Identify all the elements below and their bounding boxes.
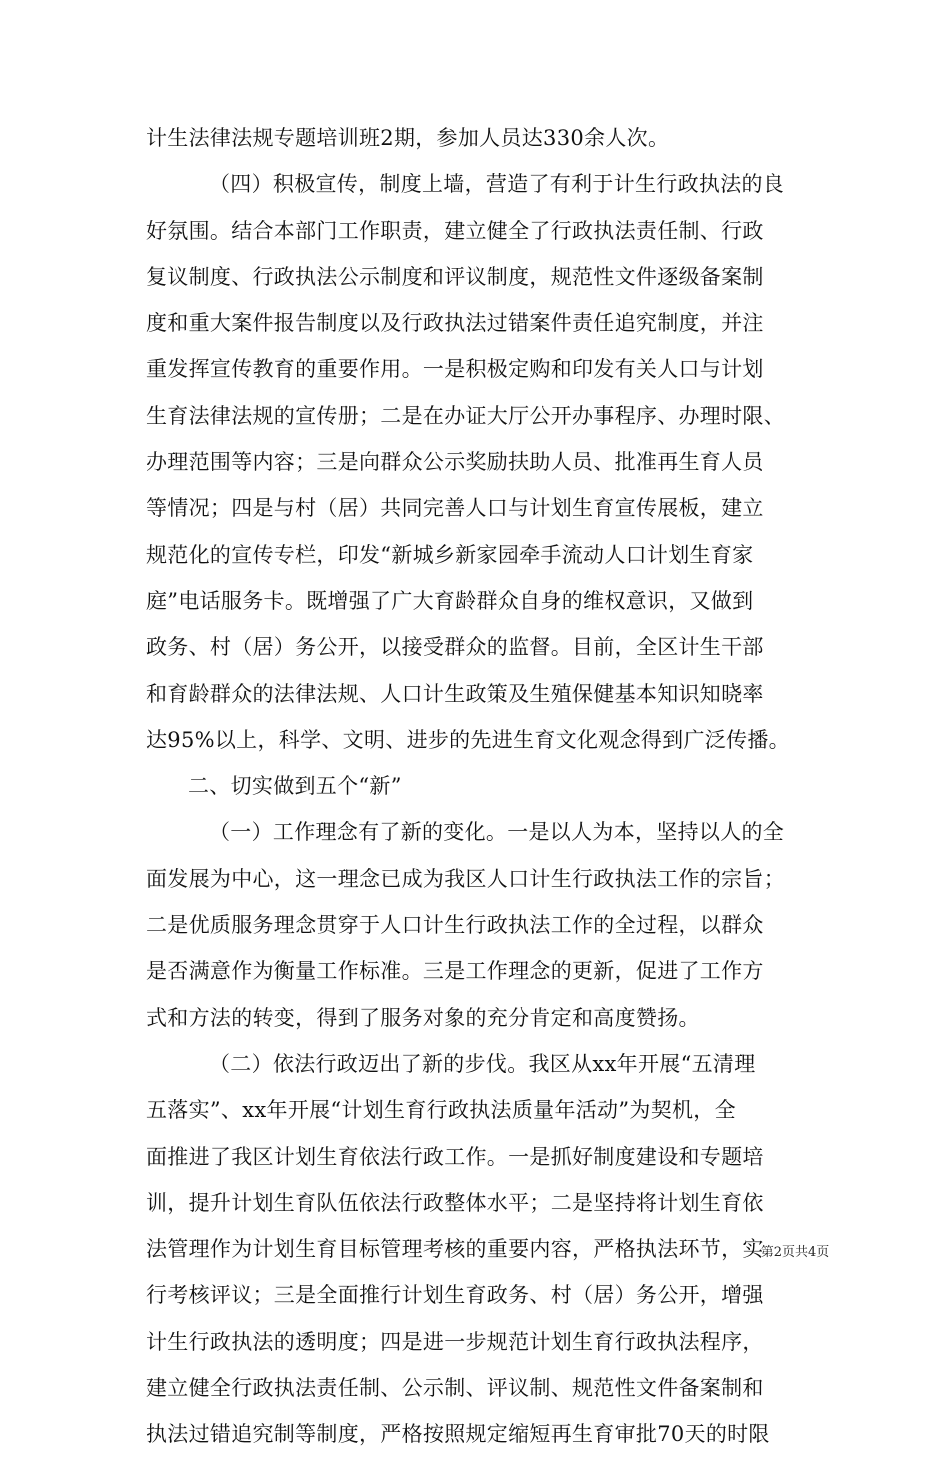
text-line: 计生行政执法的透明度；四是进一步规范计划生育行政执法程序， <box>146 1329 764 1354</box>
section-heading: 二、切实做到五个“新” <box>188 774 402 799</box>
paragraph-heading: （一）工作理念有了新的变化。一是以人为本，坚持以人的全 <box>209 820 785 845</box>
page-number: 第2页共4页 <box>760 1245 830 1260</box>
paragraph-heading: （二）依法行政迈出了新的步伐。我区从xx年开展“五清理 <box>209 1051 756 1076</box>
text-line: 执法过错追究制等制度，严格按照规定缩短再生育审批70天的时限 <box>146 1422 770 1447</box>
text-line: 政务、村（居）务公开，以接受群众的监督。目前，全区计生干部 <box>146 635 764 660</box>
text-line: 达95%以上，科学、文明、进步的先进生育文化观念得到广泛传播。 <box>146 727 790 752</box>
text-line: 训，提升计划生育队伍依法行政整体水平；二是坚持将计划生育依 <box>146 1190 764 1215</box>
text-line: 行考核评议；三是全面推行计划生育政务、村（居）务公开，增强 <box>146 1283 764 1308</box>
text-line: 计生法律法规专题培训班2期，参加人员达330余人次。 <box>146 126 670 150</box>
text-line: 生育法律法规的宣传册；二是在办证大厅公开办事程序、办理时限、 <box>146 403 785 428</box>
paragraph-heading: （四）积极宣传，制度上墙，营造了有利于计生行政执法的良 <box>209 172 785 197</box>
text-line: 复议制度、行政执法公示制度和评议制度，规范性文件逐级备案制 <box>146 264 764 289</box>
text-line: 度和重大案件报告制度以及行政执法过错案件责任追究制度，并注 <box>146 311 764 336</box>
text-line: 和育龄群众的法律法规、人口计生政策及生殖保健基本知识知晓率 <box>146 681 764 706</box>
text-line: 等情况；四是与村（居）共同完善人口与计划生育宣传展板，建立 <box>146 496 764 521</box>
text-line: 重发挥宣传教育的重要作用。一是积极定购和印发有关人口与计划 <box>146 357 764 382</box>
text-line: 式和方法的转变，得到了服务对象的充分肯定和高度赞扬。 <box>146 1005 700 1030</box>
text-line: 是否满意作为衡量工作标准。三是工作理念的更新，促进了工作方 <box>146 959 764 984</box>
text-line: 法管理作为计划生育目标管理考核的重要内容，严格执法环节，实 <box>146 1237 764 1262</box>
text-line: 规范化的宣传专栏，印发“新城乡新家园牵手流动人口计划生育家 <box>146 542 754 567</box>
text-line: 二是优质服务理念贯穿于人口计生行政执法工作的全过程，以群众 <box>146 913 764 938</box>
text-line: 建立健全行政执法责任制、公示制、评议制、规范性文件备案制和 <box>146 1376 764 1401</box>
text-line: 好氛围。结合本部门工作职责，建立健全了行政执法责任制、行政 <box>146 218 764 243</box>
text-line: 办理范围等内容；三是向群众公示奖励扶助人员、批准再生育人员 <box>146 450 764 475</box>
text-line: 五落实”、xx年开展“计划生育行政执法质量年活动”为契机，全 <box>146 1098 736 1123</box>
text-line: 庭”电话服务卡。既增强了广大育龄群众自身的维权意识，又做到 <box>146 588 754 613</box>
text-line: 面推进了我区计划生育依法行政工作。一是抓好制度建设和专题培 <box>146 1144 764 1169</box>
text-line: 面发展为中心，这一理念已成为我区人口计生行政执法工作的宗旨； <box>146 866 785 891</box>
